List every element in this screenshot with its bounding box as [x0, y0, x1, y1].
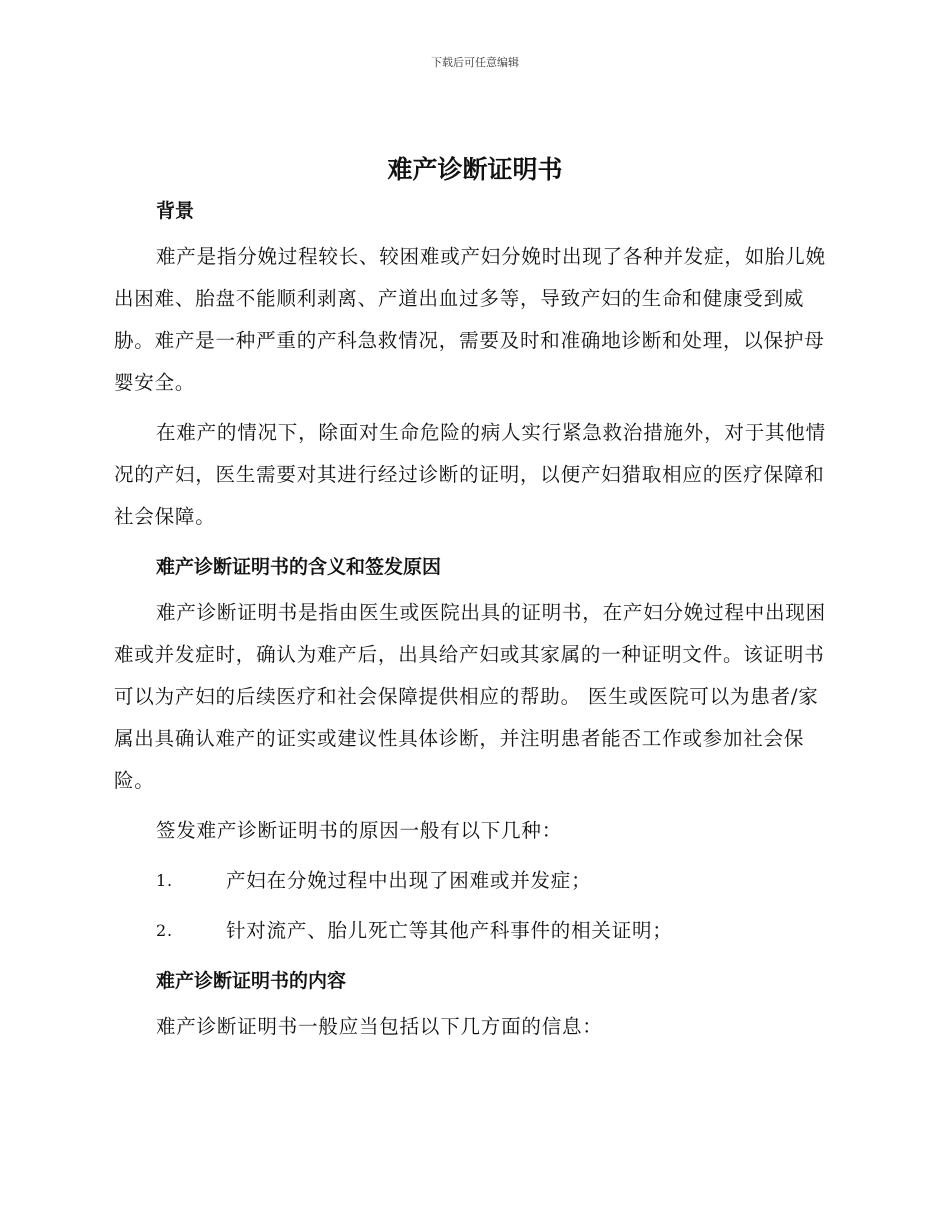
list-item	[114, 860, 834, 902]
section-heading-content: 难产诊断证明书的内容	[156, 970, 347, 992]
paragraph: 难产诊断证明书是指由医生或医院出具的证明书，在产妇分娩过程中出现困难或并发症时，确认为难产后，出具给产妇或其家属的一种证明文件。该证明书可以为产妇的后续医疗和社会保障提供相应的帮助。 医生或医院可以为患者/家属出具确认难产的证实或建议性具体诊断，并注明患者能否工作或参加社会保险。	[114, 601, 826, 792]
section-heading-meaning: 难产诊断证明书的含义和签发原因	[156, 556, 442, 578]
document-body	[114, 194, 834, 1048]
section-heading-background: 背景	[156, 200, 195, 222]
list-number: 2.	[156, 921, 173, 940]
paragraph: 难产诊断证明书一般应当包括以下几方面的信息：	[156, 1015, 603, 1038]
list-number: 1.	[156, 871, 173, 890]
list-text: 产妇在分娩过程中出现了困难或并发症；	[226, 869, 592, 892]
list-item	[114, 910, 834, 952]
list-text: 针对流产、胎儿死亡等其他产科事件的相关证明；	[226, 919, 673, 942]
paragraph: 难产是指分娩过程较长、较困难或产妇分娩时出现了各种并发症，如胎儿娩出困难、胎盘不能顺利剥离、产道出血过多等，导致产妇的生命和健康受到威胁。难产是一种严重的产科急救情况，需要及时和准确地诊断和处理，以保护母婴安全。	[114, 245, 826, 394]
paragraph: 签发难产诊断证明书的原因一般有以下几种：	[156, 819, 563, 842]
header-note: 下载后可任意编辑	[431, 56, 519, 69]
paragraph: 在难产的情况下，除面对生命危险的病人实行紧急救治措施外，对于其他情况的产妇，医生需要对其进行经过诊断的证明，以便产妇猎取相应的医疗保障和社会保障。	[114, 421, 826, 528]
document-title: 难产诊断证明书	[387, 155, 563, 184]
